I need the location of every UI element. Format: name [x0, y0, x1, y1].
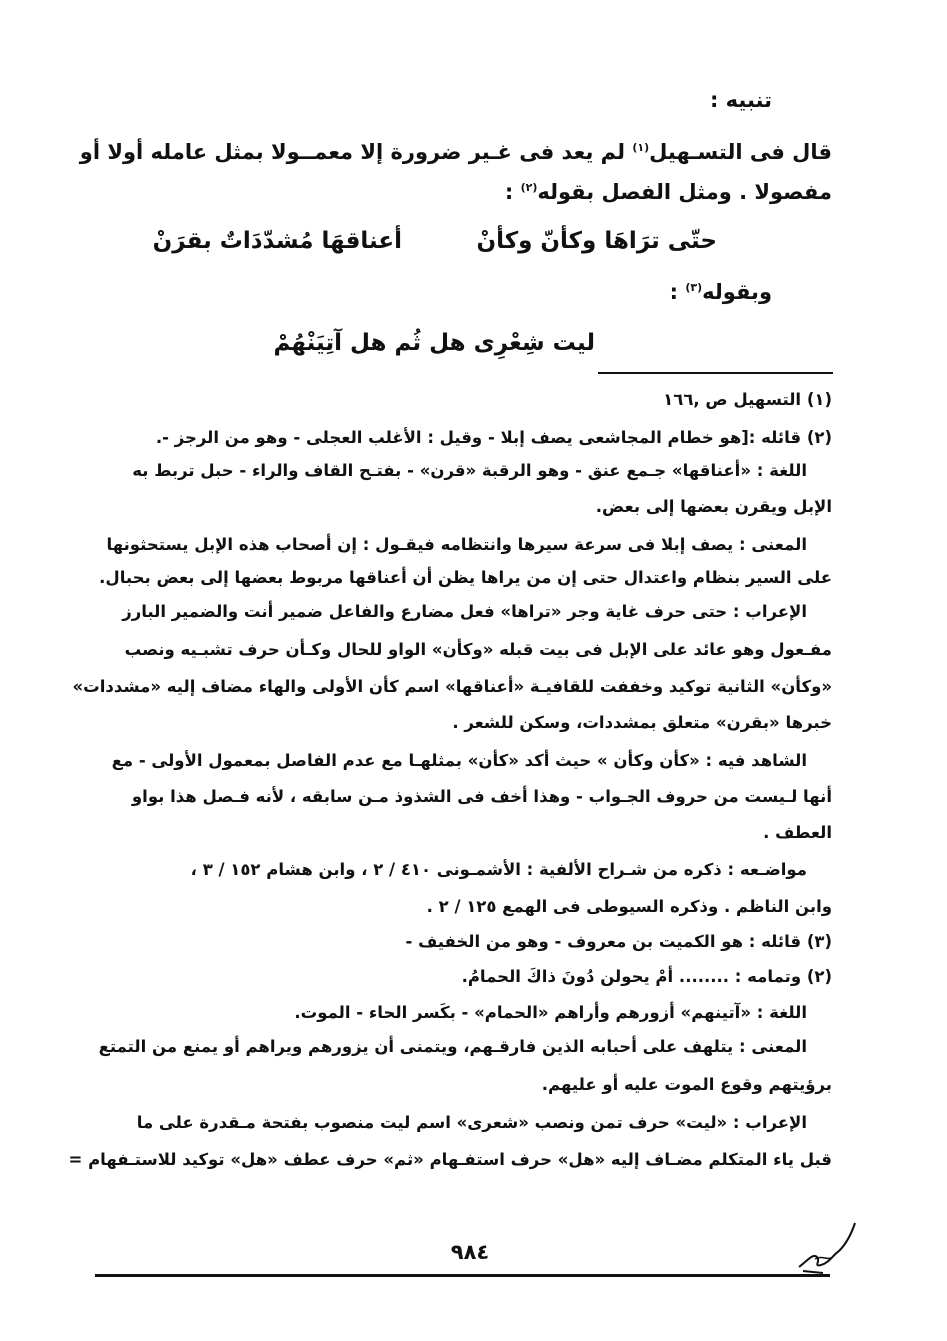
- footnote-line: برؤيتهم وقوع الموت عليه أو عليهم.: [541, 1075, 832, 1094]
- main-text-line-2: مفصولا . ومثل الفصل بقوله$^{(٢)}$ :: [504, 180, 832, 204]
- footnote-ref-3: (٣): [685, 281, 703, 294]
- page-number: ٩٨٤: [450, 1240, 490, 1264]
- footnote-line: المعنى : يصف إبلا فى سرعة سيرها وانتظامه فيقـول : إن أصحاب هذه الإبل يستحثونها: [106, 535, 807, 554]
- main-text-line-1: قال فى التسـهيل$^{(١)}$ لم يعد فى غـير ضرورة إلا معمــولا بمثل عامله أولا أو: [79, 140, 832, 164]
- footnote-line: المعنى : يتلهف على أحبابه الذين فارقـهم، ويتمنى أن يزورهم ويراهم أو يمنع من التمتع: [98, 1037, 807, 1056]
- verse-1-second-hemistich: أعناقهَا مُشدّدَاتٌ بقرَنْ: [152, 228, 402, 254]
- footnote-line: اللغة : «آتينهم» أزورهم وأراهم «الحمام» - بكَسر الحاء - الموت.: [294, 1003, 807, 1022]
- footnote-line: الشاهد فيه : «كأن وكأن » حيث أكد «كأن» بمثلهـا مع عدم الفاصل بمعمول الأولى - مع: [111, 751, 807, 770]
- footnote-line: قبل ياء المتكلم مضـاف إليه «هل» حرف استفـهام «ثم» حرف عطف «هل» توكيد للاستـفهام =: [68, 1150, 832, 1169]
- footnote-line: (٢) وتمامه : ........ أمْ يحولن دُونَ ذاكَ الحمامُ.: [461, 967, 832, 986]
- verse-2: ليت شِعْرِى هل ثُم هل آتِيَنْهُمْ: [273, 330, 595, 356]
- footnote-line: مواضـعه : ذكره من شـراح الألفية : الأشمـونى ٤١٠ / ٢ ، وابن هشام ١٥٢ / ٣ ،: [190, 860, 807, 879]
- footnote-line: (١) التسهيل ص ,١٦٦: [663, 390, 832, 409]
- footnote-line: الإعراب : «ليت» حرف تمن ونصب «شعرى» اسم ليت منصوب بفتحة مـقدرة على ما: [136, 1113, 807, 1132]
- footnote-line: (٢) قائله :[هو خطام المجاشعى يصف إبلا - وقيل : الأغلب العجلى - وهو من الرجز -.: [155, 428, 832, 447]
- decorative-flourish-icon: [793, 1215, 863, 1275]
- footnote-line: الإبل ويقرن بعضها إلى بعض.: [595, 497, 832, 516]
- footnote-separator: [598, 372, 833, 374]
- footnote-line: على السير بنظام واعتدال حتى إن من يراها يظن أن أعناقها مربوط بعضها إلى بعض بحبال.: [99, 568, 832, 587]
- footnote-line: «وكأن» الثانية توكيد وخففت للقافيـة «أعناقها» اسم كأن الأولى والهاء مضاف إليه «مشددات»: [72, 677, 832, 696]
- section-heading: تنبيه :: [709, 88, 772, 112]
- footnote-line: مفـعول وهو عائد على الإبل فى بيت قبله «وكأن» الواو للحال وكـأن حرف تشبـيه ونصب: [124, 640, 832, 659]
- main-text-line-3: وبقوله$^{(٣)}$ :: [669, 280, 772, 304]
- footnote-line: وابن الناظم . وذكره السيوطى فى الهمع ١٢٥ / ٢ .: [426, 897, 832, 916]
- footnote-line: أنها لـيست من حروف الجـواب - وهذا أخف فى الشذوذ مـن سابقه ، لأنه فـصل هذا بواو: [131, 787, 832, 806]
- footnote-ref-2: (٢): [520, 181, 538, 194]
- footnote-ref-1: (١): [632, 141, 650, 154]
- verse-1-first-hemistich: حتّى ترَاهَا وكأنّ وكأنْ: [476, 228, 717, 254]
- footnote-line: العطف .: [763, 823, 832, 842]
- bottom-rule: [95, 1274, 830, 1277]
- footnote-line: خبرها «بقرن» متعلق بمشددات، وسكن للشعر .: [452, 713, 832, 732]
- footnote-line: (٣) قائله : هو الكميت بن معروف - وهو من الخفيف -: [405, 932, 832, 951]
- footnote-line: اللغة : «أعناقها» جـمع عنق - وهو الرقبة «قرن» - بفتـح القاف والراء - حبل تربط به: [132, 461, 807, 480]
- footnote-line: الإعراب : حتى حرف غاية وجر «تراها» فعل مضارع والفاعل ضمير أنت والضمير البارز: [122, 602, 807, 621]
